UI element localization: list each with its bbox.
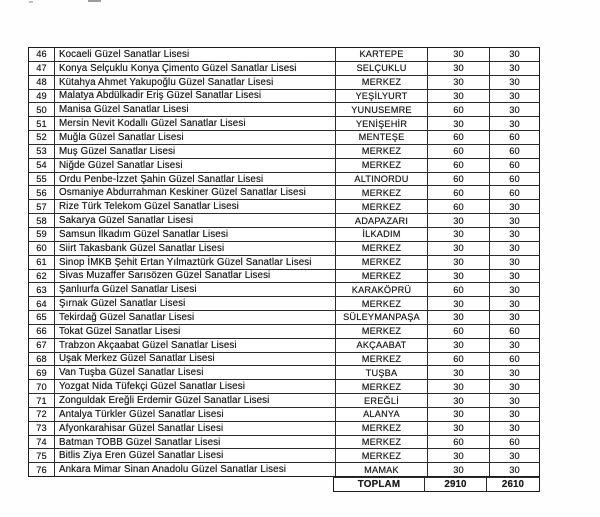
quota-1-cell: 30 <box>427 48 489 61</box>
school-name-cell: Şırnak Güzel Sanatlar Lisesi <box>54 297 335 310</box>
quota-1-cell: 30 <box>427 256 489 269</box>
table-row <box>29 199 539 213</box>
quota-2-cell: 60 <box>489 159 539 172</box>
school-name-cell: Mersin Nevit Kodallı Güzel Sanatlar Lisesi <box>54 117 335 130</box>
district-cell: MERKEZ <box>335 422 427 435</box>
table-row <box>29 102 539 116</box>
quota-2-cell: 30 <box>489 62 539 75</box>
quota-table <box>28 47 540 491</box>
quota-2-cell: 60 <box>489 145 539 158</box>
quota-2-cell: 30 <box>489 408 539 421</box>
quota-2-cell: 30 <box>489 339 539 352</box>
quota-2-cell: 30 <box>489 394 539 407</box>
table-row <box>29 61 539 75</box>
row-number-cell: 57 <box>36 201 47 212</box>
scan-artifact <box>29 1 33 3</box>
quota-1-cell: 60 <box>427 436 489 449</box>
quota-2-cell: 30 <box>489 270 539 283</box>
quota-1-cell: 30 <box>427 117 489 130</box>
school-name-cell: Samsun İlkadım Güzel Sanatlar Lisesi <box>54 228 335 241</box>
table-row <box>29 448 539 462</box>
row-number-cell: 63 <box>36 284 47 295</box>
table-row <box>29 324 539 338</box>
table-row <box>29 241 539 255</box>
row-number-cell: 62 <box>36 270 47 281</box>
table-row <box>29 75 539 89</box>
district-cell: YUNUSEMRE <box>335 103 427 116</box>
quota-2-cell: 30 <box>489 283 539 296</box>
quota-2-cell: 60 <box>489 131 539 144</box>
district-cell: MERKEZ <box>335 242 427 255</box>
table-row <box>29 144 539 158</box>
quota-2-cell: 30 <box>489 366 539 379</box>
row-number-cell: 64 <box>36 298 47 309</box>
quota-1-cell: 60 <box>427 103 489 116</box>
quota-1-cell: 30 <box>427 270 489 283</box>
quota-1-cell: 30 <box>427 339 489 352</box>
table-row <box>29 310 539 324</box>
quota-1-cell: 30 <box>427 76 489 89</box>
quota-1-cell: 30 <box>427 422 489 435</box>
quota-1-cell: 60 <box>427 325 489 338</box>
school-name-cell: Sakarya Güzel Sanatlar Lisesi <box>54 214 335 227</box>
quota-2-cell: 30 <box>489 449 539 462</box>
quota-1-cell: 30 <box>427 311 489 324</box>
school-name-cell: Tokat Güzel Sanatlar Lisesi <box>54 325 335 338</box>
quota-2-cell: 60 <box>489 436 539 449</box>
school-name-cell: Van Tuşba Güzel Sanatlar Lisesi <box>54 366 335 379</box>
table-row <box>29 48 539 61</box>
quota-1-cell: 30 <box>427 380 489 393</box>
quota-2-cell: 30 <box>489 311 539 324</box>
row-number-cell: 54 <box>36 160 47 171</box>
district-cell: TUŞBA <box>335 366 427 379</box>
district-cell: SELÇUKLU <box>335 62 427 75</box>
table-row <box>29 462 539 476</box>
district-cell: MERKEZ <box>335 76 427 89</box>
row-number-cell: 50 <box>36 104 47 115</box>
row-number-cell: 61 <box>36 257 47 268</box>
table-row <box>29 282 539 296</box>
quota-2-cell: 60 <box>489 353 539 366</box>
district-cell: MERKEZ <box>335 159 427 172</box>
quota-1-cell: 60 <box>427 186 489 199</box>
district-cell: MERKEZ <box>335 256 427 269</box>
row-number-cell: 75 <box>36 450 47 461</box>
quota-2-cell: 30 <box>489 76 539 89</box>
quota-2-cell: 60 <box>489 173 539 186</box>
row-number-cell: 55 <box>36 174 47 185</box>
row-number-cell: 53 <box>36 146 47 157</box>
district-cell: MERKEZ <box>335 325 427 338</box>
quota-1-cell: 60 <box>427 131 489 144</box>
quota-1-cell: 60 <box>427 200 489 213</box>
school-name-cell: Şanlıurfa Güzel Sanatlar Lisesi <box>54 283 335 296</box>
row-number-cell: 69 <box>36 367 47 378</box>
row-number-cell: 66 <box>36 326 47 337</box>
quota-2-cell: 30 <box>489 297 539 310</box>
school-name-cell: Kütahya Ahmet Yakupoğlu Güzel Sanatlar Lisesi <box>54 76 335 89</box>
district-cell: MAMAK <box>335 463 427 476</box>
table-row <box>29 393 539 407</box>
school-name-cell: Niğde Güzel Sanatlar Lisesi <box>54 159 335 172</box>
quota-1-cell: 30 <box>427 228 489 241</box>
table-row <box>29 365 539 379</box>
district-cell: MERKEZ <box>335 380 427 393</box>
quota-2-cell: 30 <box>489 200 539 213</box>
table-row <box>29 89 539 103</box>
quota-2-cell: 30 <box>489 228 539 241</box>
district-cell: MERKEZ <box>335 186 427 199</box>
table-row <box>29 130 539 144</box>
scan-artifact <box>88 0 101 2</box>
quota-2-cell: 30 <box>489 463 539 476</box>
row-number-cell: 51 <box>36 118 47 129</box>
school-name-cell: Kocaeli Güzel Sanatlar Lisesi <box>54 48 335 61</box>
table-row <box>29 116 539 130</box>
quota-2-cell: 60 <box>489 186 539 199</box>
row-number-cell: 52 <box>36 132 47 143</box>
row-number-cell: 47 <box>36 63 47 74</box>
school-name-cell: Osmaniye Abdurrahman Keskiner Güzel Sanatlar Lisesi <box>54 186 335 199</box>
row-number-cell: 65 <box>36 312 47 323</box>
row-number-cell: 71 <box>36 395 47 406</box>
quota-1-cell: 30 <box>427 449 489 462</box>
table-row <box>29 338 539 352</box>
district-cell: MENTEŞE <box>335 131 427 144</box>
quota-1-cell: 30 <box>427 366 489 379</box>
row-number-cell: 59 <box>36 229 47 240</box>
school-name-cell: Batman TOBB Güzel Sanatlar Lisesi <box>54 436 335 449</box>
district-cell: ALANYA <box>335 408 427 421</box>
quota-1-cell: 30 <box>427 408 489 421</box>
district-cell: YENİŞEHİR <box>335 117 427 130</box>
school-name-cell: Rize Türk Telekom Güzel Sanatlar Lisesi <box>54 200 335 213</box>
row-number-cell: 49 <box>36 90 47 101</box>
table-row <box>29 352 539 366</box>
school-name-cell: Sinop İMKB Şehit Ertan Yılmaztürk Güzel Sanatlar Lisesi <box>54 256 335 269</box>
table-row <box>29 296 539 310</box>
school-name-cell: Yozgat Nida Tüfekçi Güzel Sanatlar Lisesi <box>54 380 335 393</box>
school-name-cell: Ordu Penbe-İzzet Şahin Güzel Sanatlar Lisesi <box>54 173 335 186</box>
quota-2-cell: 30 <box>489 48 539 61</box>
school-name-cell: Konya Selçuklu Konya Çimento Güzel Sanatlar Lisesi <box>54 62 335 75</box>
school-name-cell: Malatya Abdülkadir Eriş Güzel Sanatlar Lisesi <box>54 90 335 103</box>
quota-1-cell: 30 <box>427 62 489 75</box>
total-row <box>333 477 540 492</box>
quota-2-cell: 60 <box>489 325 539 338</box>
table-row <box>29 213 539 227</box>
table-row <box>29 379 539 393</box>
row-number-cell: 48 <box>36 77 47 88</box>
school-name-cell: Bitlis Ziya Eren Güzel Sanatlar Lisesi <box>54 449 335 462</box>
quota-2-cell: 30 <box>489 380 539 393</box>
quota-1-cell: 30 <box>427 90 489 103</box>
row-number-cell: 58 <box>36 215 47 226</box>
table-row <box>29 255 539 269</box>
row-number-cell: 67 <box>36 340 47 351</box>
quota-1-cell: 60 <box>427 173 489 186</box>
table-row <box>29 435 539 449</box>
table-row <box>29 227 539 241</box>
quota-1-cell: 60 <box>427 159 489 172</box>
row-number-cell: 46 <box>36 49 47 60</box>
district-cell: KARTEPE <box>335 48 427 61</box>
quota-2-cell: 30 <box>489 103 539 116</box>
school-name-cell: Afyonkarahisar Güzel Sanatlar Lisesi <box>54 422 335 435</box>
district-cell: MERKEZ <box>335 297 427 310</box>
table-row <box>29 185 539 199</box>
quota-2-cell: 30 <box>489 214 539 227</box>
district-cell: SÜLEYMANPAŞA <box>335 311 427 324</box>
school-name-cell: Zonguldak Ereğli Erdemir Güzel Sanatlar Lisesi <box>54 394 335 407</box>
quota-1-cell: 30 <box>427 242 489 255</box>
district-cell: MERKEZ <box>335 353 427 366</box>
row-number-cell: 73 <box>36 423 47 434</box>
quota-1-cell: 30 <box>427 214 489 227</box>
district-cell: ALTINORDU <box>335 173 427 186</box>
school-name-cell: Siirt Takasbank Güzel Sanatlar Lisesi <box>54 242 335 255</box>
row-number-cell: 76 <box>36 464 47 475</box>
district-cell: KARAKÖPRÜ <box>335 283 427 296</box>
row-number-cell: 56 <box>36 187 47 198</box>
quota-1-cell: 60 <box>427 353 489 366</box>
quota-2-cell: 30 <box>489 90 539 103</box>
quota-2-cell: 30 <box>489 242 539 255</box>
quota-1-cell: 30 <box>427 463 489 476</box>
quota-1-cell: 60 <box>427 145 489 158</box>
quota-1-cell: 60 <box>427 283 489 296</box>
school-name-cell: Manisa Güzel Sanatlar Lisesi <box>54 103 335 116</box>
district-cell: İLKADIM <box>335 228 427 241</box>
district-cell: MERKEZ <box>335 436 427 449</box>
table-row <box>29 407 539 421</box>
district-cell: MERKEZ <box>335 449 427 462</box>
school-name-cell: Trabzon Akçaabat Güzel Sanatlar Lisesi <box>54 339 335 352</box>
quota-2-cell: 30 <box>489 422 539 435</box>
table-row <box>29 158 539 172</box>
school-name-cell: Uşak Merkez Güzel Sanatlar Lisesi <box>54 353 335 366</box>
total-quota-2: 2610 <box>486 478 539 491</box>
district-cell: MERKEZ <box>335 145 427 158</box>
school-name-cell: Muş Güzel Sanatlar Lisesi <box>54 145 335 158</box>
district-cell: MERKEZ <box>335 200 427 213</box>
school-name-cell: Tekirdağ Güzel Sanatlar Lisesi <box>54 311 335 324</box>
total-quota-1: 2910 <box>424 478 486 491</box>
row-number-cell: 68 <box>36 353 47 364</box>
school-name-cell: Ankara Mimar Sinan Anadolu Güzel Sanatlar Lisesi <box>54 463 335 476</box>
row-number-cell: 60 <box>36 243 47 254</box>
table-row <box>29 269 539 283</box>
quota-2-cell: 30 <box>489 256 539 269</box>
total-label: TOPLAM <box>357 478 401 490</box>
school-name-cell: Antalya Türkler Güzel Sanatlar Lisesi <box>54 408 335 421</box>
row-number-cell: 72 <box>36 409 47 420</box>
district-cell: YEŞİLYURT <box>335 90 427 103</box>
district-cell: MERKEZ <box>335 270 427 283</box>
quota-2-cell: 30 <box>489 117 539 130</box>
school-name-cell: Muğla Güzel Sanatlar Lisesi <box>54 131 335 144</box>
row-number-cell: 74 <box>36 437 47 448</box>
row-number-cell: 70 <box>36 381 47 392</box>
district-cell: EREĞLİ <box>335 394 427 407</box>
district-cell: AKÇAABAT <box>335 339 427 352</box>
table-row <box>29 421 539 435</box>
table-row <box>29 172 539 186</box>
quota-1-cell: 30 <box>427 297 489 310</box>
quota-1-cell: 30 <box>427 394 489 407</box>
school-name-cell: Sivas Muzaffer Sarısözen Güzel Sanatlar Lisesi <box>54 270 335 283</box>
quota-table-body <box>28 47 540 477</box>
district-cell: ADAPAZARI <box>335 214 427 227</box>
